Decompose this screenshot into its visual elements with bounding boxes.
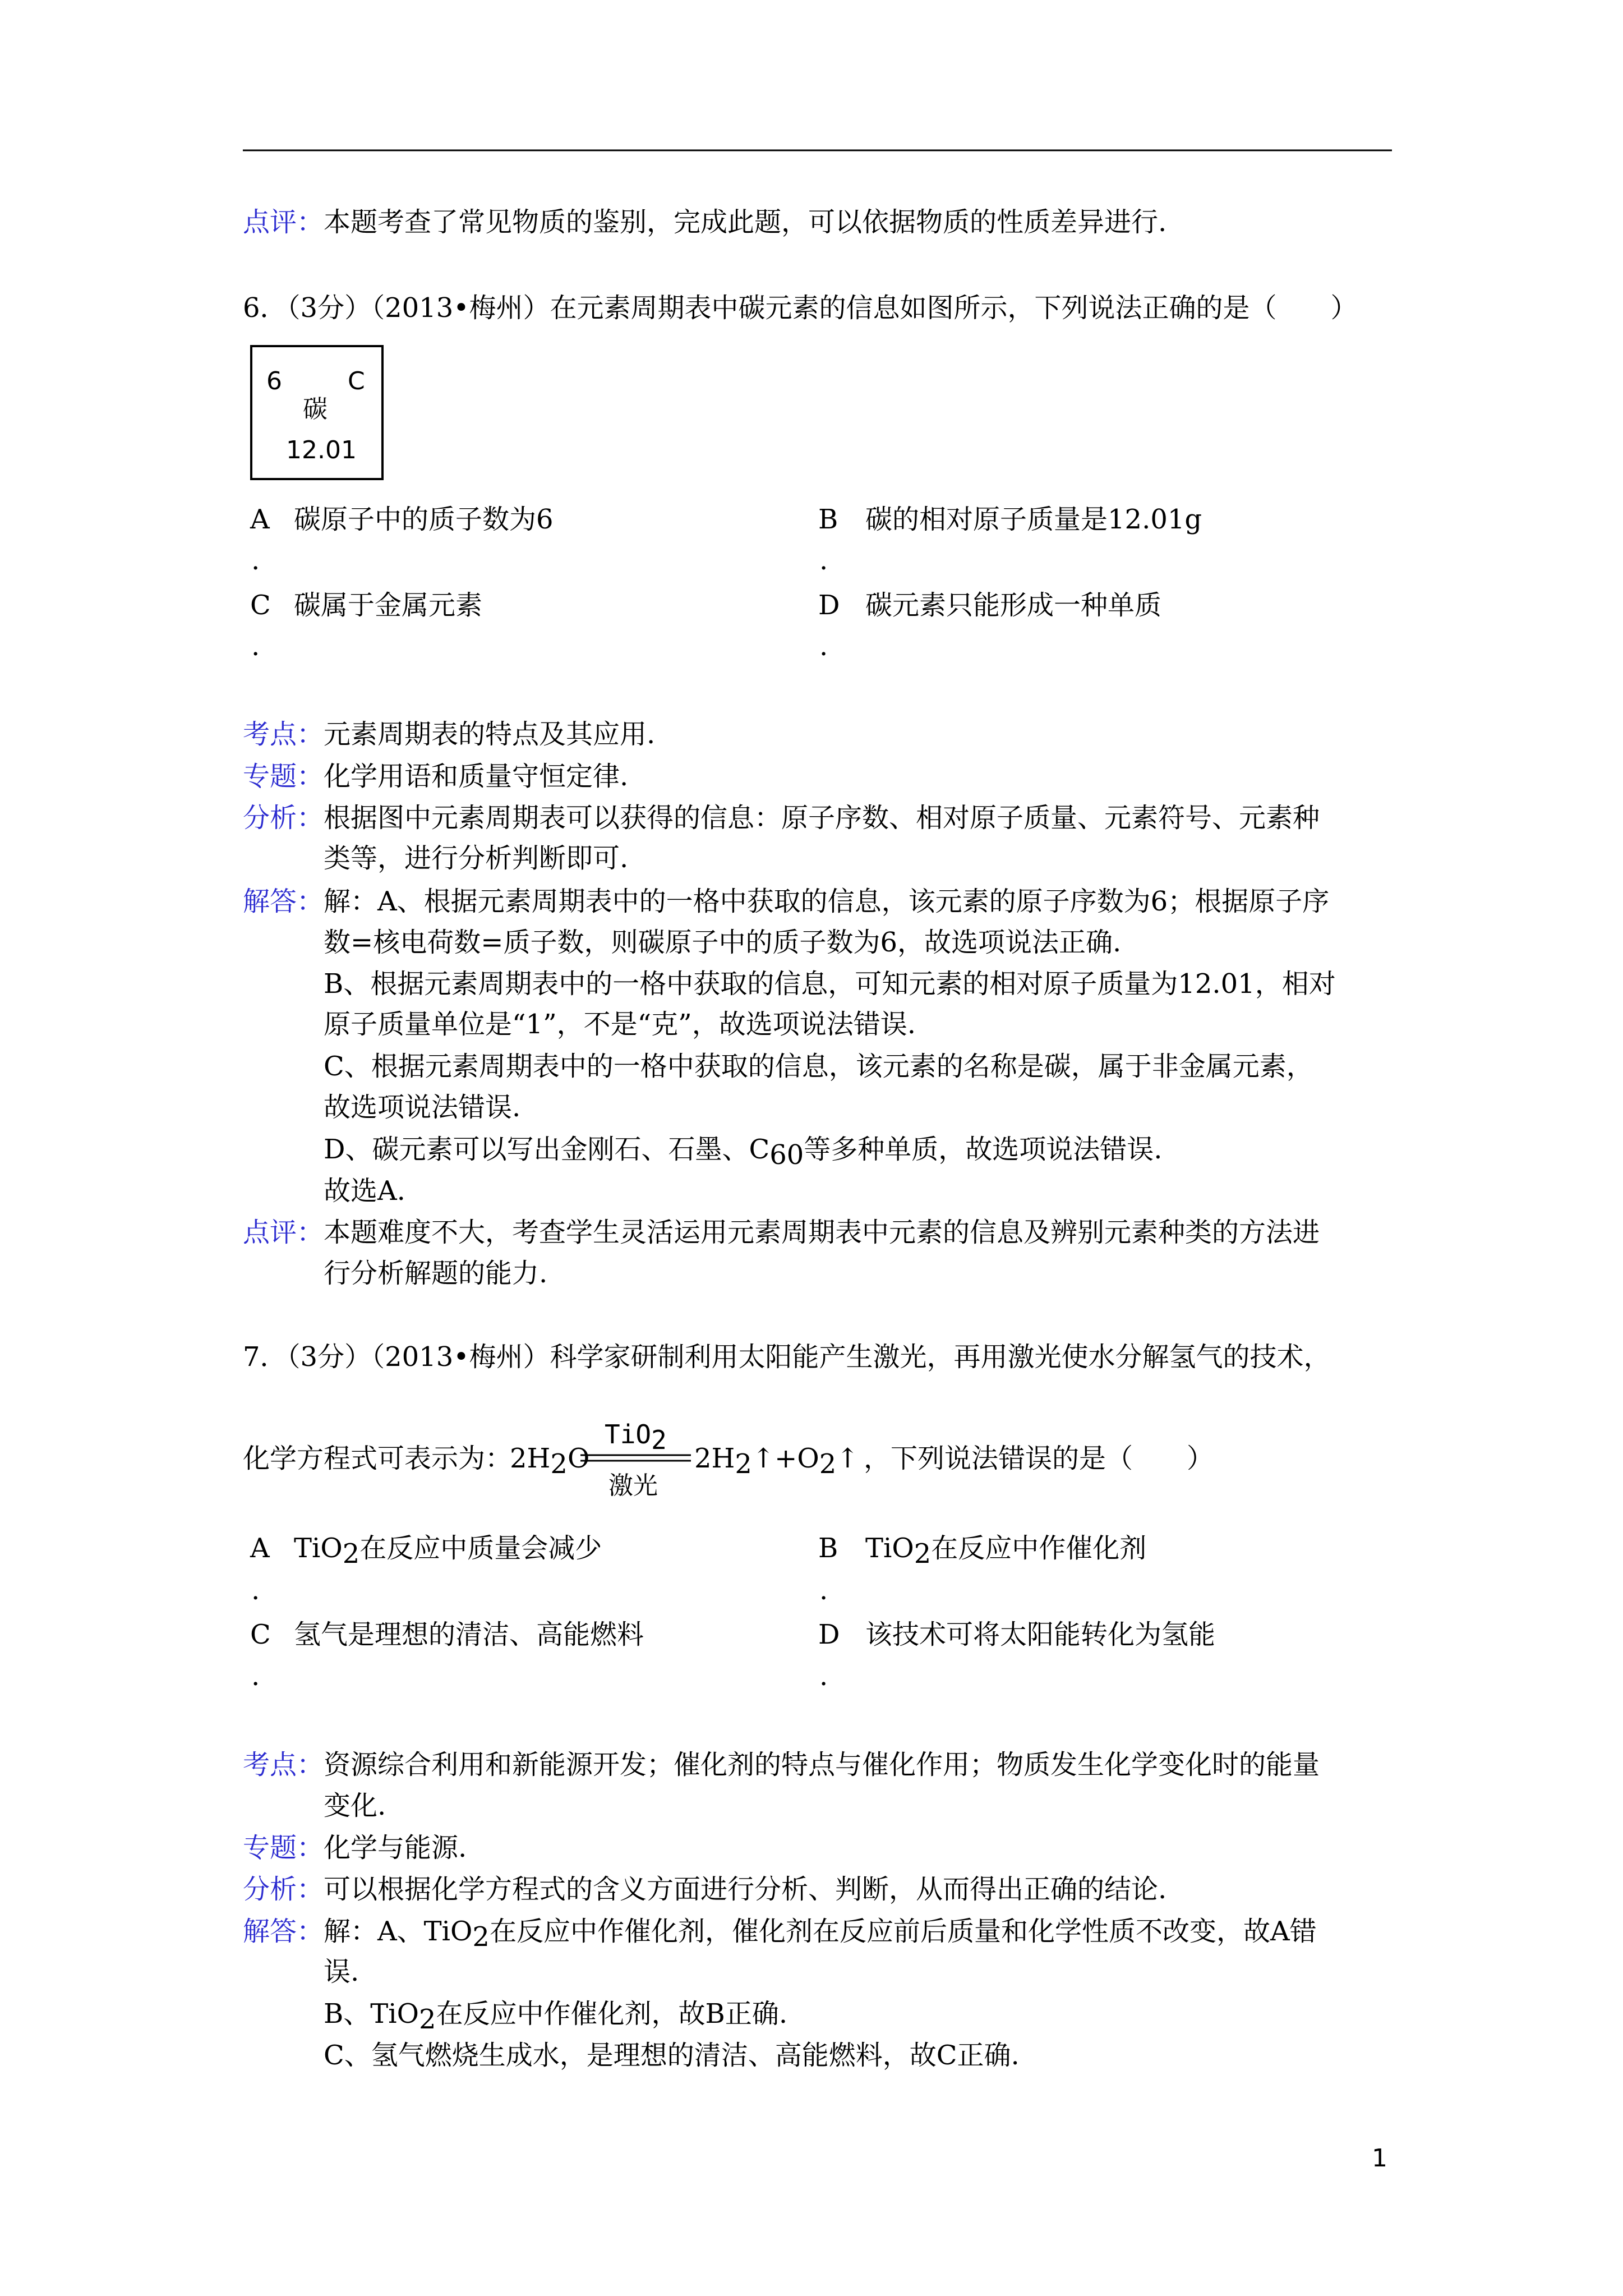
q6-option-d-letter: D — [818, 590, 840, 621]
q6-kaodian-label: 考点： — [243, 719, 324, 750]
q6-dianping-label: 点评： — [243, 1217, 324, 1248]
q7-option-b-letter: B — [818, 1533, 838, 1564]
q6-options — [250, 504, 1202, 662]
q6-kaodian-text: 元素周期表的特点及其应用. — [324, 719, 656, 750]
q6-fenxi-line1: 根据图中元素周期表可以获得的信息：原子序数、相对原子质量、元素符号、元素种 — [324, 802, 1320, 834]
q7-option-c-dot: . — [251, 1660, 260, 1692]
q7-jieda-b: B、TiO2在反应中作催化剂，故B正确. — [324, 1998, 788, 2035]
q7-equation-suffix: ，下列说法错误的是（ ） — [864, 1443, 1214, 1474]
q6-option-b-letter: B — [818, 504, 838, 535]
element-atomic-mass: 12.01 — [286, 436, 357, 464]
q7-zhuanti-text: 化学与能源. — [324, 1832, 467, 1864]
q7-option-a-letter: A — [250, 1533, 270, 1564]
q6-jieda-d-pre: D、碳元素可以写出金刚石、石墨、C — [324, 1134, 770, 1165]
q7-jieda-a1: 解：A、TiO2在反应中作催化剂，催化剂在反应前后质量和化学性质不改变，故A错 — [324, 1916, 1317, 1953]
q7-kaodian-label: 考点： — [243, 1749, 324, 1780]
q7-eq-catalyst-main: TiO — [605, 1419, 652, 1450]
q7-option-a-dot: . — [251, 1575, 260, 1606]
q7-eq-products: 2H2↑+O2↑ — [694, 1443, 859, 1480]
q7-option-d-letter: D — [818, 1619, 840, 1650]
q7-kaodian-line1: 资源综合利用和新能源开发；催化剂的特点与催化作用；物质发生化学变化时的能量 — [324, 1749, 1320, 1780]
q6-fenxi-label: 分析： — [243, 802, 324, 834]
q6-option-d-dot: . — [819, 631, 828, 662]
q7-options — [250, 1533, 1215, 1692]
q7-equation-prefix: 化学方程式可表示为： — [243, 1443, 513, 1474]
page-number: 1 — [1372, 2144, 1387, 2173]
q7-jieda-a2: 误. — [324, 1956, 359, 1987]
q7-eq-reactant: 2H2O — [510, 1443, 590, 1480]
q6-jieda-d — [324, 1134, 1163, 1171]
q6-option-c-letter: C — [250, 590, 271, 621]
q6-dianping-line1: 本题难度不大，考查学生灵活运用元素周期表中元素的信息及辨别元素种类的方法进 — [324, 1217, 1320, 1248]
q7-fenxi-text: 可以根据化学方程式的含义方面进行分析、判断，从而得出正确的结论. — [324, 1874, 1167, 1905]
q7-option-b-dot: . — [819, 1575, 828, 1606]
q7-fenxi-label: 分析： — [243, 1874, 324, 1905]
q6-zhuanti-label: 专题： — [243, 761, 324, 792]
carbon-element-card — [251, 346, 382, 479]
top-comment-label: 点评： — [243, 206, 324, 238]
q7-eq-catalyst — [605, 1419, 667, 1455]
element-atomic-number: 6 — [266, 367, 282, 395]
q6-option-d-text: 碳元素只能形成一种单质 — [865, 590, 1162, 621]
q7-option-c-letter: C — [250, 1619, 271, 1650]
q6-option-c-text: 碳属于金属元素 — [294, 590, 483, 621]
q6-jieda-a1: 解：A、根据元素周期表中的一格中获取的信息，该元素的原子序数为6；根据原子序 — [324, 886, 1330, 917]
q6-option-a-text: 碳原子中的质子数为6 — [294, 504, 554, 535]
element-symbol: C — [348, 367, 365, 395]
q6-jieda-c2: 故选项说法错误. — [324, 1092, 521, 1123]
q6-fenxi-line2: 类等，进行分析判断即可. — [324, 843, 629, 874]
q6-zhuanti-text: 化学用语和质量守恒定律. — [324, 761, 629, 792]
q7-option-d-text: 该技术可将太阳能转化为氢能 — [865, 1619, 1216, 1650]
q6-jieda-d-sub: 60 — [769, 1139, 804, 1171]
q6-answer: 故选A. — [324, 1175, 405, 1207]
q7-zhuanti-label: 专题： — [243, 1832, 324, 1864]
q6-stem: 6．（3分）（2013•梅州）在元素周期表中碳元素的信息如图所示，下列说法正确的是（ ） — [243, 292, 1358, 324]
q6-dianping-line2: 行分析解题的能力. — [324, 1258, 548, 1289]
q6-jieda-d-post: 等多种单质，故选项说法错误. — [804, 1134, 1163, 1165]
q6-option-b-text: 碳的相对原子质量是12.01g — [865, 504, 1202, 535]
q6-jieda-b2: 原子质量单位是“1”，不是“克”，故选项说法错误. — [324, 1009, 916, 1040]
q7-equation-line — [243, 1419, 1214, 1500]
q7-jieda-label: 解答： — [243, 1916, 324, 1947]
q7-option-a-text: TiO2在反应中质量会减少 — [294, 1533, 602, 1570]
q7-stem: 7．（3分）（2013•梅州）科学家研制利用太阳能产生激光，再用激光使水分解氢气的技术， — [243, 1341, 1331, 1373]
q7-eq-condition: 激光 — [608, 1471, 658, 1500]
q6-option-c-dot: . — [251, 631, 260, 662]
q7-jieda-c: C、氢气燃烧生成水，是理想的清洁、高能燃料，故C正确. — [324, 2040, 1020, 2071]
q6-jieda-a2: 数=核电荷数=质子数，则碳原子中的质子数为6，故选项说法正确. — [324, 927, 1122, 958]
q6-jieda-c1: C、根据元素周期表中的一格中获取的信息，该元素的名称是碳，属于非金属元素， — [324, 1051, 1313, 1082]
q6-option-b-dot: . — [819, 545, 828, 576]
q7-option-d-dot: . — [819, 1660, 828, 1692]
q7-eq-catalyst-sub: 2 — [651, 1425, 667, 1455]
q6-jieda-b1: B、根据元素周期表中的一格中获取的信息，可知元素的相对原子质量为12.01，相对 — [324, 968, 1336, 1000]
q7-option-c-text: 氢气是理想的清洁、高能燃料 — [294, 1619, 644, 1650]
top-comment-text: 本题考查了常见物质的鉴别，完成此题，可以依据物质的性质差异进行. — [324, 206, 1167, 238]
q7-kaodian-line2: 变化. — [324, 1790, 386, 1821]
q7-option-b-text: TiO2在反应中作催化剂 — [865, 1533, 1147, 1570]
q6-option-a-dot: . — [251, 545, 260, 576]
q6-option-a-letter: A — [250, 504, 270, 535]
element-name: 碳 — [303, 395, 328, 424]
q6-jieda-label: 解答： — [243, 886, 324, 917]
